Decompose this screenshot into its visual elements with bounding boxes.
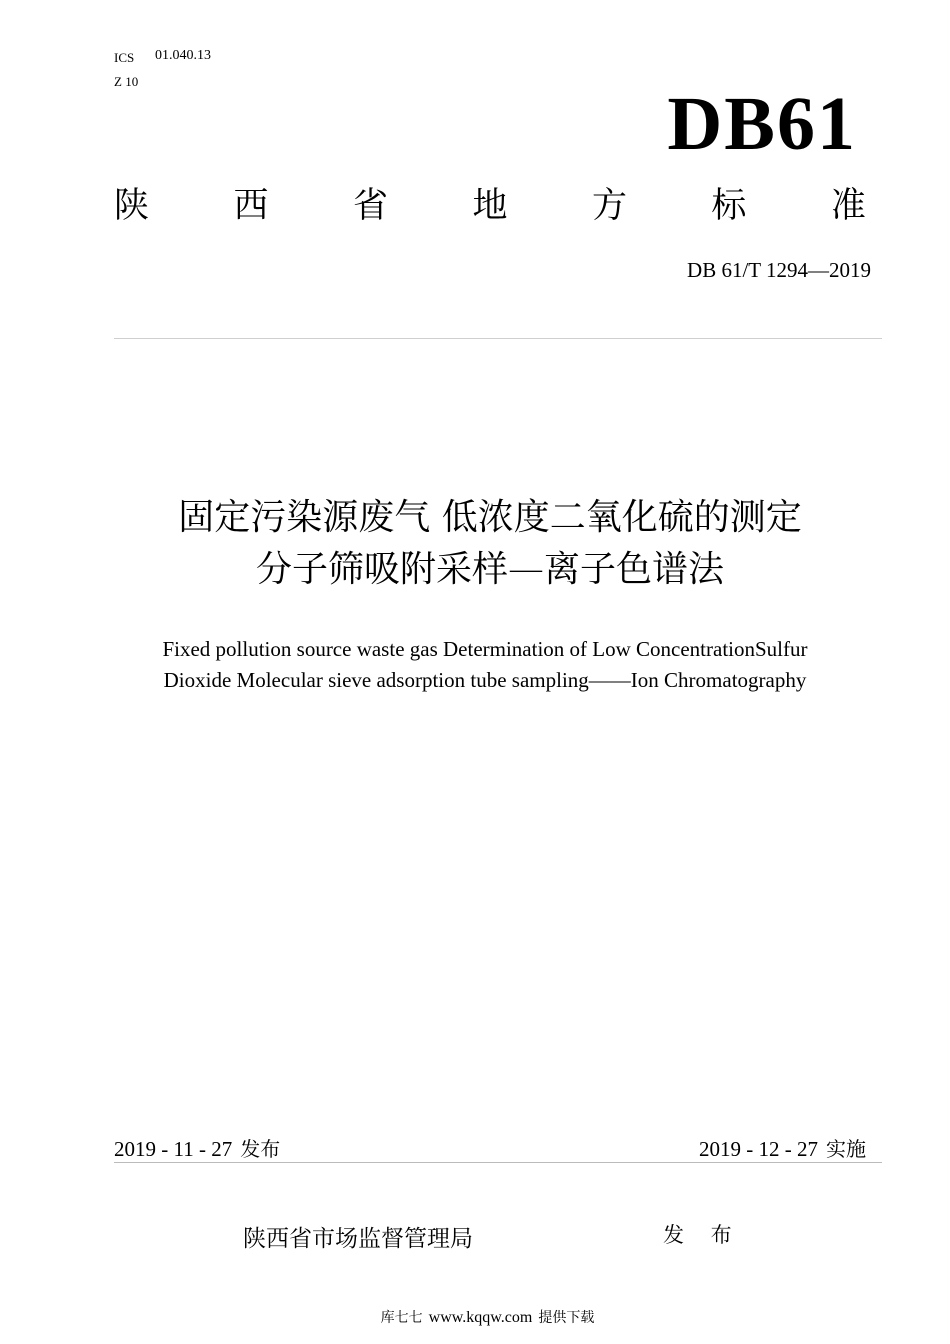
bottom-divider (114, 1162, 882, 1163)
footer-watermark (0, 1307, 950, 1327)
title-en-line1: Fixed pollution source waste gas Determination of Low ConcentrationSulfur (162, 637, 808, 661)
title-en-line2: Dioxide Molecular sieve adsorption tube sampling——Ion Chromatography (163, 668, 807, 692)
footer-url[interactable]: www.kqqw.com (428, 1309, 533, 1326)
standard-type-char: 陕 (114, 186, 150, 226)
standard-type-heading (114, 184, 866, 228)
implement-label: 实施 (826, 1137, 866, 1161)
standard-type-char: 方 (591, 186, 627, 226)
issuer-action: 发 布 (663, 1223, 742, 1247)
implement-date-block (699, 1133, 866, 1162)
ics-label: ICS (114, 50, 135, 65)
issue-date-block (114, 1133, 280, 1162)
standard-type-char: 准 (830, 186, 866, 226)
title-cn-line1: 固定污染源废气 低浓度二氧化硫的测定 (178, 497, 802, 538)
standard-type-char: 地 (472, 186, 508, 226)
ics-code: 01.040.13 (155, 48, 211, 63)
title-cn-line2: 分子筛吸附采样—离子色谱法 (255, 549, 724, 590)
standard-type-char: 省 (352, 186, 388, 226)
footer-site-name: 库七七 (380, 1310, 423, 1326)
standard-number: DB 61/T 1294—2019 (687, 258, 871, 282)
standard-code-logo: DB61 (667, 82, 857, 166)
issue-label: 发布 (240, 1137, 281, 1161)
standard-type-char: 西 (233, 186, 269, 226)
issuer-name: 陕西省市场监督管理局 (243, 1226, 473, 1252)
footer-note: 提供下载 (538, 1310, 595, 1326)
issue-date: 2019 - 11 - 27 (114, 1137, 233, 1161)
top-divider (114, 338, 882, 339)
implement-date: 2019 - 12 - 27 (699, 1137, 818, 1161)
ccs-code: Z 10 (114, 74, 139, 89)
standard-type-char: 标 (711, 186, 747, 226)
